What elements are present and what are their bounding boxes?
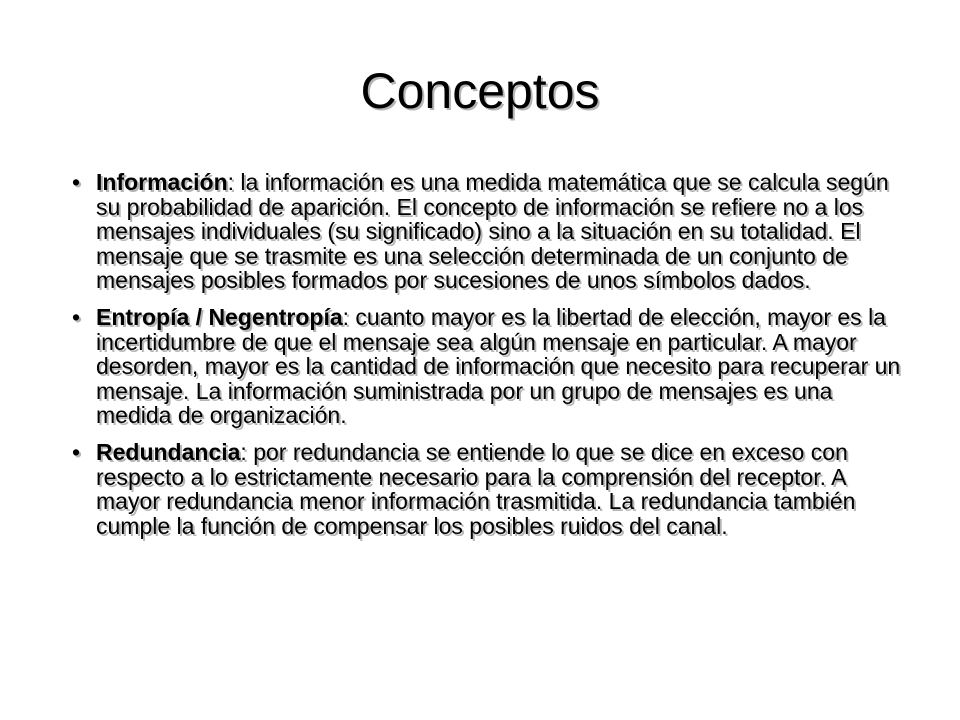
bullet-list: [72, 170, 908, 550]
bullet-text: : por redundancia se entiende lo que se dice en exceso con respecto a lo estrictamente necesario para la comprensión del receptor. A mayor redundancia menor información trasmitida. La redundancia también cumple la función de compensar los posibles ruidos del canal.: [96, 438, 856, 539]
bullet-text: : la información es una medida matemática que se calcula según su probabilidad de aparición. El concepto de información se refiere no a los mensajes individuales (su significado) sino a la situación en su totalidad. El mensaje que se trasmite es una selección determinada de un conjunto de mensajes posibles formados por sucesiones de unos símbolos dados.: [96, 169, 889, 294]
bullet-marker: •: [72, 438, 81, 465]
bullet-term: Entropía / Negentropía: [96, 303, 343, 330]
bullet-marker: •: [72, 169, 81, 195]
bullet-item-informacion: [72, 170, 908, 293]
bullet-item-redundancia: [72, 440, 908, 538]
bullet-item-entropia: [72, 305, 908, 428]
slide-title: Conceptos: [360, 63, 600, 119]
bullet-term: Redundancia: [96, 438, 241, 465]
bullet-text: : cuanto mayor es la libertad de elección, mayor es la incertidumbre de que el mensaje sea algún mensaje en particular. A mayor desorden, mayor es la cantidad de información que necesito para recuperar un mensaje. La información suministrada por un grupo de mensajes es una medida de organización.: [96, 303, 901, 429]
bullet-marker: •: [72, 303, 81, 330]
bullet-term: Información: [96, 169, 228, 195]
